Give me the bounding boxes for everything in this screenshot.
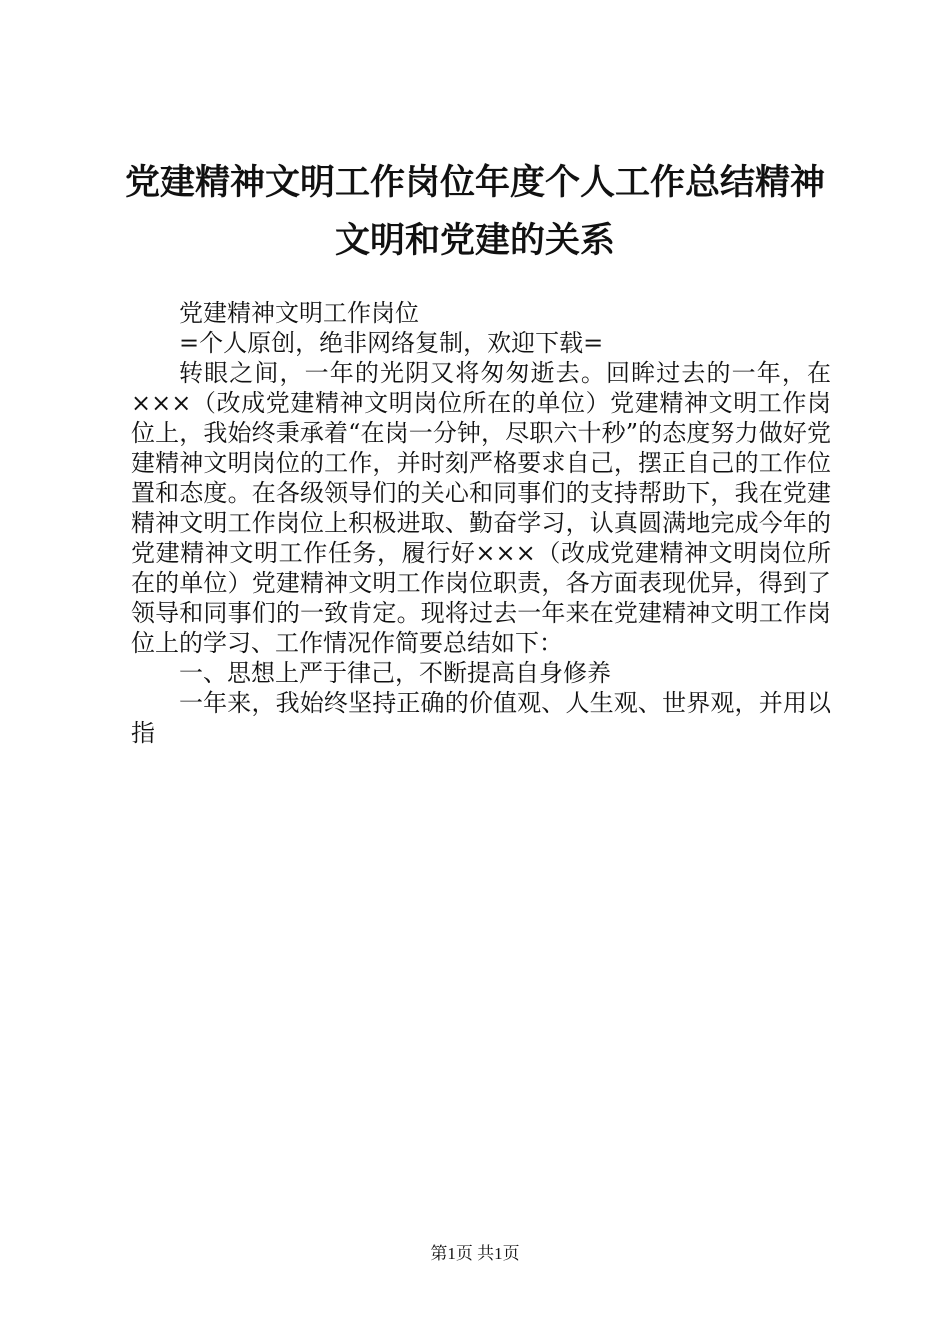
paragraph-section-body: 一年来，我始终坚持正确的价值观、人生观、世界观，并用以指	[131, 689, 831, 747]
paragraph-section-heading: 一、思想上严于律己，不断提高自身修养	[179, 659, 611, 687]
paragraph-intro: 转眼之间，一年的光阴又将匆匆逝去。回眸过去的一年，在×××（改成党建精神文明岗位所在的单位）党建精神文明工作岗位上，我始终秉承着“在岗一分钟，尽职六十秒”的态度努力做好党建精神文明岗位的工作，并时刻严格要求自己，摆正自己的工作位置和态度。在各级领导们的关心和同事们的支持帮助下，我在党建精神文明工作岗位上积极进取、勤奋学习，认真圆满地完成今年的党建精神文明工作任务，履行好×××（改成党建精神文明岗位所在的单位）党建精神文明工作岗位职责，各方面表现优异，得到了领导和同事们的一致肯定。现将过去一年来在党建精神文明工作岗位上的学习、工作情况作简要总结如下：	[131, 359, 831, 657]
page-number-footer: 第1页 共1页	[430, 1244, 520, 1263]
paragraph-notice: =个人原创，绝非网络复制，欢迎下载=	[179, 329, 604, 357]
document-title-line-1: 党建精神文明工作岗位年度个人工作总结精神	[124, 163, 825, 203]
document-body	[131, 298, 831, 748]
paragraph-subtitle: 党建精神文明工作岗位	[179, 299, 419, 327]
document-title-line-2: 文明和党建的关系	[334, 221, 615, 261]
